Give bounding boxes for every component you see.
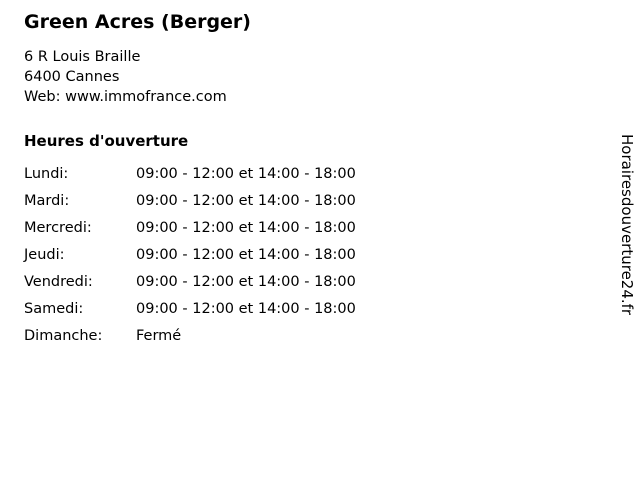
day-hours: 09:00 - 12:00 et 14:00 - 18:00 — [136, 193, 356, 209]
day-label: Mardi: — [24, 193, 70, 209]
day-hours: Fermé — [136, 328, 182, 344]
day-hours: 09:00 - 12:00 et 14:00 - 18:00 — [136, 247, 356, 263]
website-line: Web: www.immofrance.com — [24, 89, 227, 105]
day-label: Mercredi: — [24, 220, 92, 236]
day-hours: 09:00 - 12:00 et 14:00 - 18:00 — [136, 166, 356, 182]
page-title: Green Acres (Berger) — [24, 11, 251, 33]
day-hours: 09:00 - 12:00 et 14:00 - 18:00 — [136, 220, 356, 236]
day-label: Jeudi: — [24, 247, 65, 263]
table-row — [24, 300, 356, 327]
day-hours: 09:00 - 12:00 et 14:00 - 18:00 — [136, 301, 356, 317]
table-row — [24, 327, 356, 354]
address-street: 6 R Louis Braille — [24, 49, 141, 65]
day-label: Dimanche: — [24, 328, 103, 344]
business-info-block — [24, 10, 584, 354]
opening-hours-heading: Heures d'ouverture — [24, 132, 189, 150]
table-row — [24, 165, 356, 192]
table-row — [24, 192, 356, 219]
day-label: Lundi: — [24, 166, 69, 182]
day-hours: 09:00 - 12:00 et 14:00 - 18:00 — [136, 274, 356, 290]
watermark-brand: Horairesdouverture24.fr — [618, 134, 636, 316]
table-row — [24, 246, 356, 273]
day-label: Vendredi: — [24, 274, 93, 290]
address-city: 6400 Cannes — [24, 69, 120, 85]
day-label: Samedi: — [24, 301, 84, 317]
opening-hours-table — [24, 165, 356, 354]
table-row — [24, 219, 356, 246]
table-row — [24, 273, 356, 300]
